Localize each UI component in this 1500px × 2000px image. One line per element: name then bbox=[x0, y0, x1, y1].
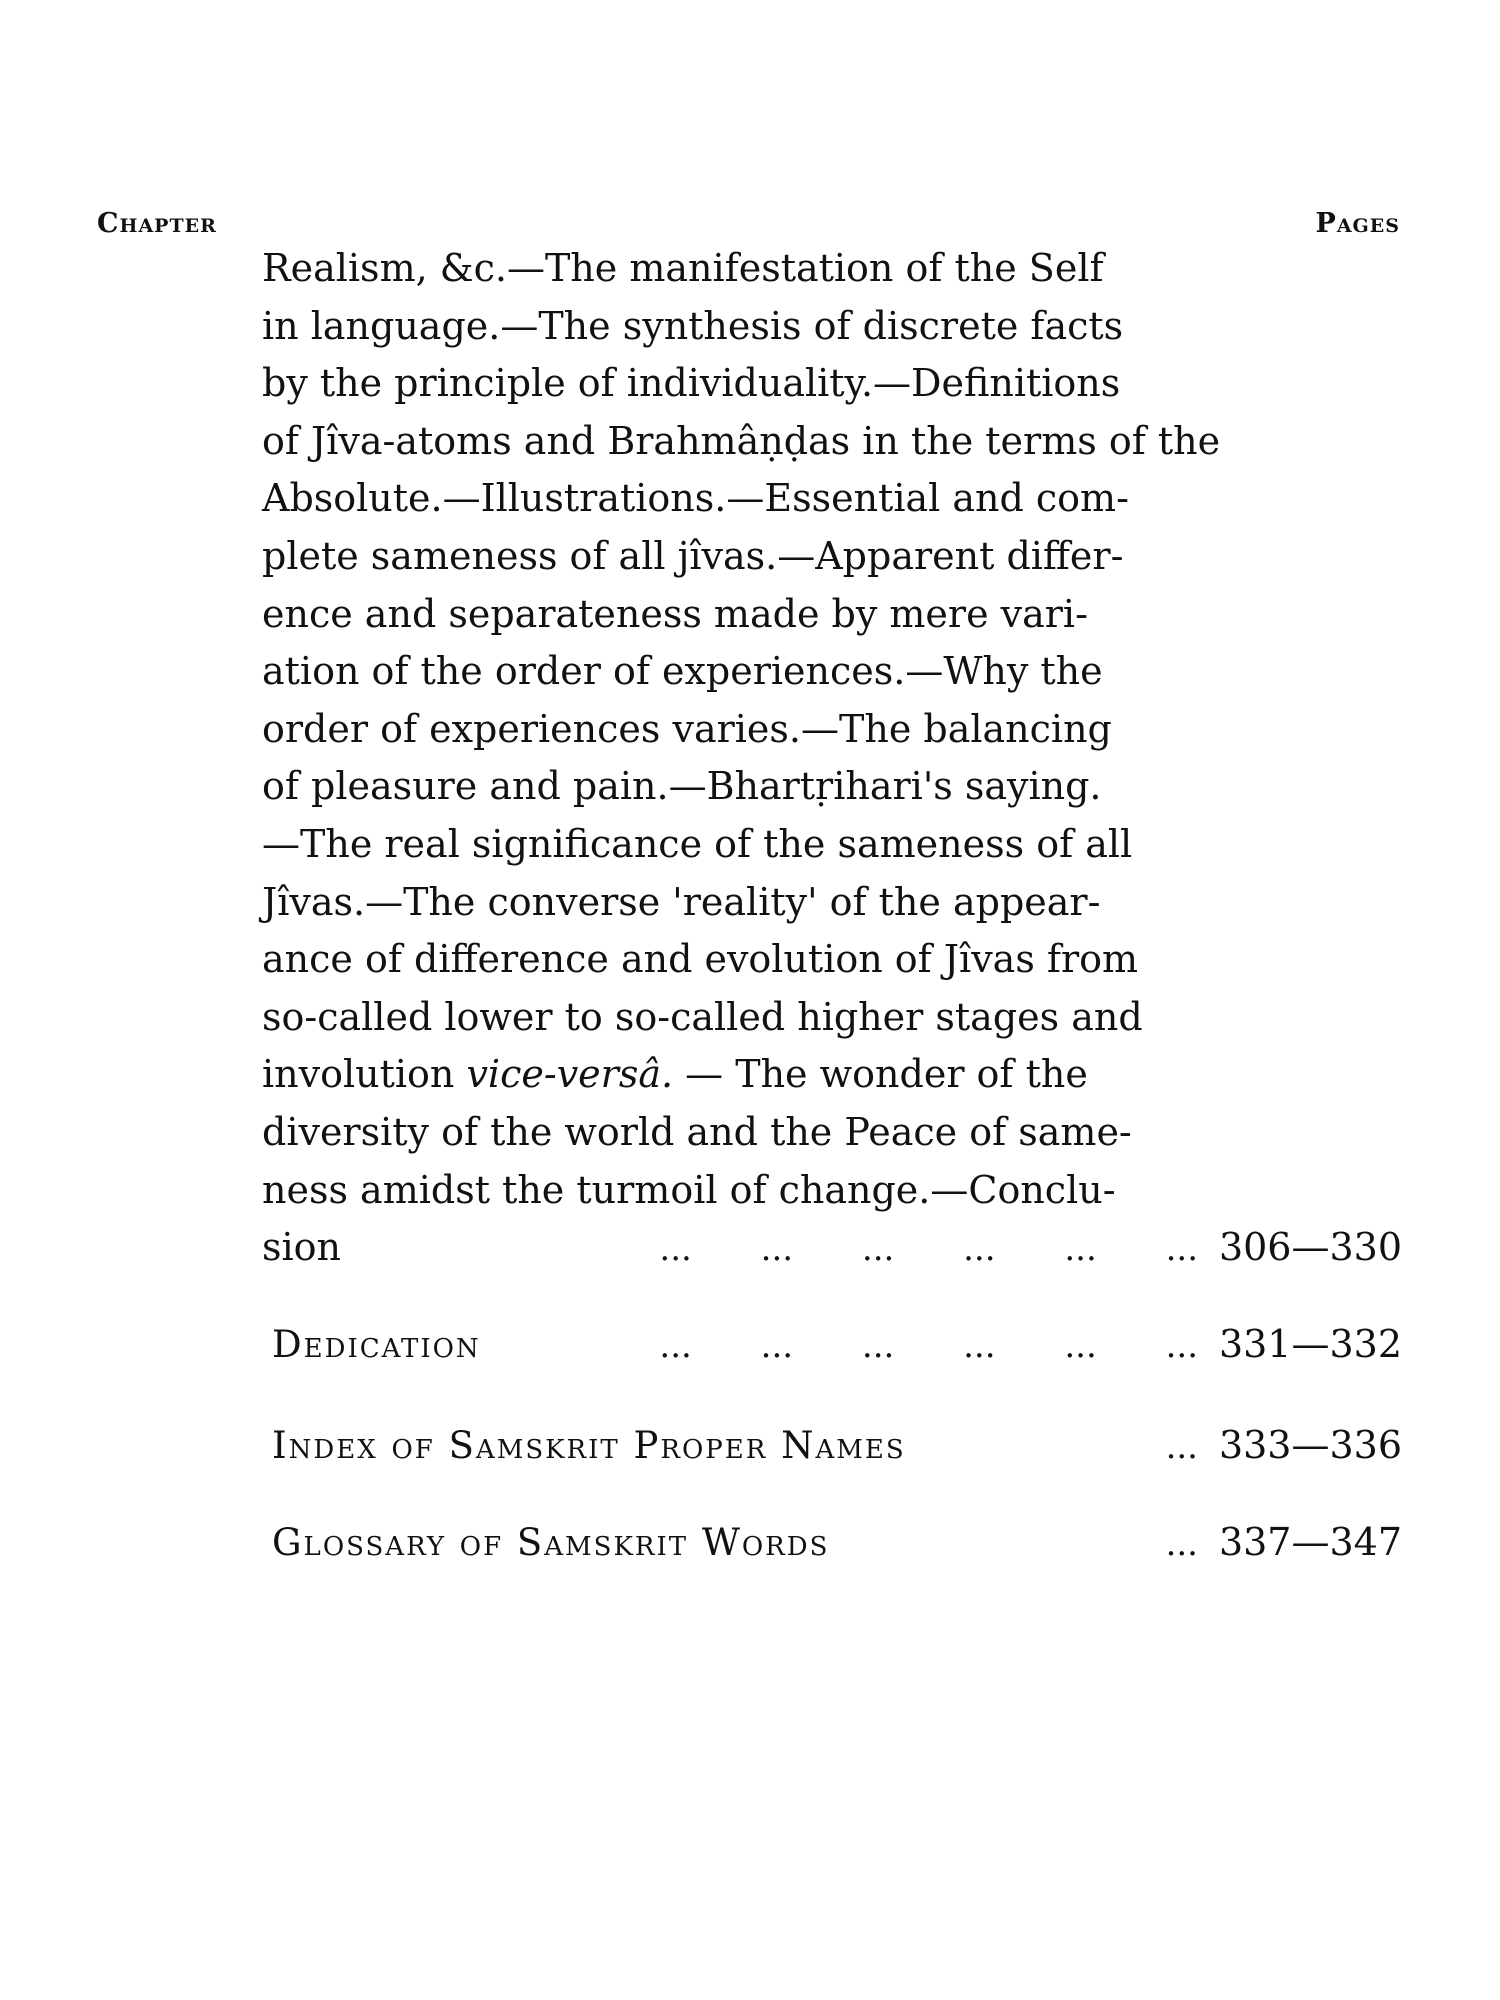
entry-title: Glossary of Samskrit Words bbox=[272, 1521, 830, 1564]
summary-line: so-called lower to so-called higher stages and bbox=[262, 994, 1143, 1039]
summary-line: by the principle of individuality.—Definitions bbox=[262, 361, 1121, 406]
summary-line: ence and separateness made by mere vari- bbox=[262, 591, 1088, 636]
summary-line: ation of the order of experiences.—Why the bbox=[262, 649, 1103, 694]
summary-line: Realism, &c.—The manifestation of the Self bbox=[262, 246, 1104, 290]
summary-line: order of experiences varies.—The balancing bbox=[262, 706, 1112, 751]
summary-line: of Jîva-atoms and Brahmâṇḍas in the terms of the bbox=[262, 418, 1221, 463]
summary-line: plete sameness of all jîvas.—Apparent differ- bbox=[262, 533, 1124, 578]
dot-leader: ... bbox=[1165, 1427, 1198, 1467]
summary-line: ance of difference and evolution of Jîvas from bbox=[262, 937, 1139, 982]
toc-entry-dedication bbox=[272, 1322, 1402, 1366]
page-range: 337—347 bbox=[1218, 1520, 1402, 1564]
pages-column-header: Pages bbox=[1315, 208, 1400, 239]
page-range: 331—332 bbox=[1218, 1322, 1402, 1366]
toc-entry-index bbox=[272, 1423, 1402, 1467]
summary-line: diversity of the world and the Peace of same- bbox=[262, 1109, 1132, 1154]
dot-leader: ... bbox=[1165, 1524, 1198, 1564]
chapter-summary bbox=[262, 240, 1402, 1279]
entry-title: Index of Samskrit Proper Names bbox=[272, 1424, 906, 1467]
page-range: 306—330 bbox=[1218, 1225, 1402, 1270]
summary-last-word: sion bbox=[262, 1225, 342, 1270]
summary-final-line bbox=[262, 1219, 1402, 1279]
summary-line: Absolute.—Illustrations.—Essential and com- bbox=[262, 476, 1129, 521]
toc-entry-glossary bbox=[272, 1520, 1402, 1564]
dot-leader: ... ... ... ... ... ... bbox=[659, 1326, 1198, 1366]
dot-leader: ... ... ... ... ... ... bbox=[659, 1229, 1198, 1270]
entry-title: Dedication bbox=[272, 1323, 481, 1366]
summary-line: Jîvas.—The converse 'reality' of the appear- bbox=[262, 879, 1101, 924]
summary-line: in language.—The synthesis of discrete facts bbox=[262, 303, 1124, 348]
chapter-column-header: Chapter bbox=[97, 208, 217, 239]
summary-line: of pleasure and pain.—Bhartṛihari's saying. bbox=[262, 764, 1102, 809]
page-range: 333—336 bbox=[1218, 1423, 1402, 1467]
summary-line: —The real significance of the sameness of all bbox=[262, 821, 1133, 866]
italic-phrase: vice-versâ. bbox=[466, 1052, 674, 1097]
summary-line: ness amidst the turmoil of change.—Conclu- bbox=[262, 1167, 1116, 1212]
summary-line: involution vice-versâ. — The wonder of the bbox=[262, 1052, 1088, 1097]
